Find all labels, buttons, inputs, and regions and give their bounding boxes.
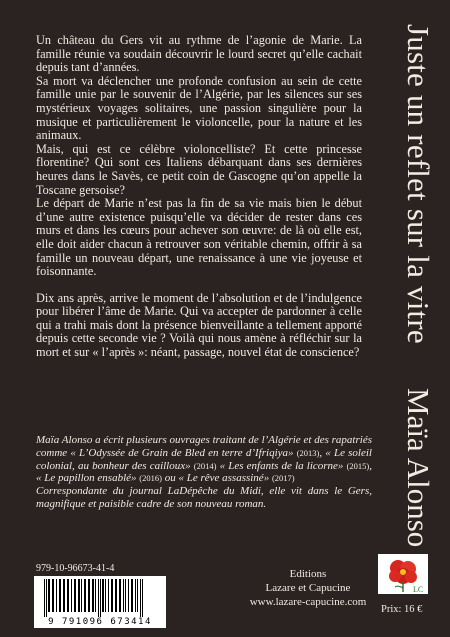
blurb-paragraph: Un château du Gers vit au rythme de l’agonie de Marie. La famille réunie va soudain découvrir le lourd secret qu’elle cachait depuis tant d’années.	[36, 33, 362, 75]
barcode-bars	[42, 579, 158, 617]
bio-year: (2017)	[271, 473, 295, 484]
bio-text: Maïa Alonso a écrit plusieurs ouvrages traitant de l’Algérie et des rapatriés comme « L’Odyssée de Grain de Bled en terre d’Ifriqiya»	[36, 434, 372, 459]
publisher-url: www.lazare-capucine.com	[249, 596, 367, 608]
blurb-paragraph: Mais, qui est ce célèbre violoncelliste? Et cette princesse florentine? Qui sont ces Italiens débarquant dans ses dernières heures dans le Savès, ce petit coin de Gascogne qu’on appelle la Toscane gersoise?	[36, 141, 362, 197]
publisher-name-line2: Lazare et Capucine	[265, 582, 351, 594]
blurb-paragraph: Sa mort va déclencher une profonde confusion au sein de cette famille unie par le souvenir de l’Algérie, par les silences sur ses mystérieux voyages solitaires, une passion singulière pour la musique et particulièrement le violoncelle, pour la nature et les animaux.	[36, 73, 362, 143]
blurb-paragraph: Le départ de Marie n’est pas la fin de sa vie mais bien le début d’une autre existence puisqu’elle va décider de rester dans ces murs et dans les cœurs pour achever son œuvre: de là où elle est, elle doit aider chacun à retrouver son véritable chemin, offrir à sa famille un nouveau départ, une renaissance à une vie joyeuse et foisonnante.	[36, 196, 362, 279]
bio-text: ou « Le rêve assassiné»	[161, 472, 272, 485]
bio-year: (2014)	[193, 460, 217, 471]
bio-paragraph: Correspondante du journal LaDépêche du Midi, elle vit dans le Gers, magnifique et paisible cadre de son nouveau roman.	[36, 485, 372, 510]
bio-paragraph	[36, 434, 372, 485]
author-name: Maïa Alonso	[401, 388, 436, 548]
bio-text: « Les enfants de la licorne»	[216, 459, 347, 472]
svg-text:LC: LC	[413, 585, 424, 594]
barcode	[34, 576, 166, 628]
author-bio	[36, 434, 372, 511]
bio-year: (2015)	[346, 460, 370, 471]
price-label: Prix: 16 €	[381, 604, 423, 615]
publisher-block	[248, 567, 368, 609]
publisher-logo	[378, 554, 428, 594]
publisher-name: Editions	[289, 568, 327, 580]
flower-logo-icon	[378, 554, 428, 594]
bio-text: , « Le papillon ensablé»	[36, 459, 372, 485]
blurb-paragraph: Dix ans après, arrive le moment de l’absolution et de l’indulgence pour libérer l’âme de Marie. Qui va accepter de pardonner à celle qui a trahi mais dont la présence bienveillante a tellement apporté depuis cette seconde vie ? Voilà qui nous amène à réfléchir sur la mort et sur « l’après »: néant, passage, nouvel état de conscience?	[36, 290, 362, 360]
bio-year: (2013)	[296, 447, 320, 458]
bio-text: , « Le soleil colonial, au bonheur des cailloux»	[36, 446, 372, 472]
blurb-text	[36, 34, 362, 360]
book-title: Juste un reflet sur la vitre	[401, 24, 436, 344]
barcode-digits: 9 791096 673414	[48, 617, 152, 627]
isbn-text: 979-10-96673-41-4	[36, 563, 115, 574]
bio-year: (2016)	[139, 473, 162, 484]
